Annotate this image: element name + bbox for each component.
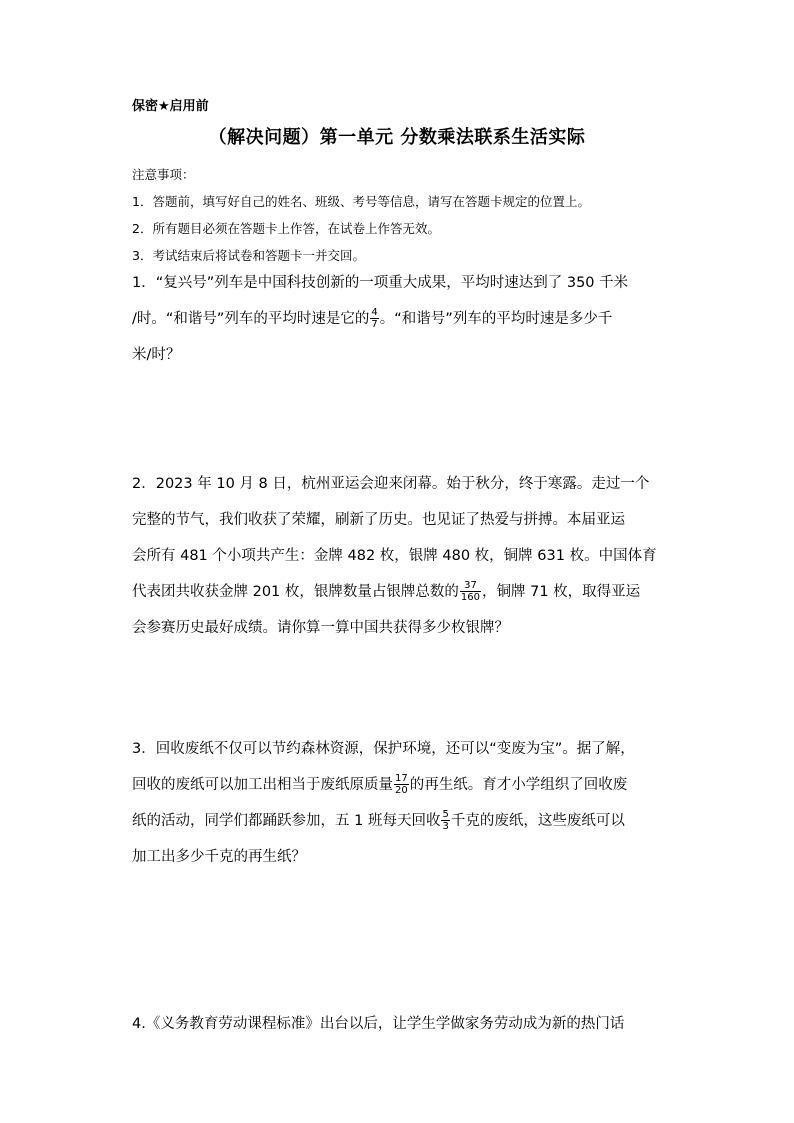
fraction <box>460 580 481 603</box>
question-2 <box>132 466 680 646</box>
question-3-text: 的再生纸。育才小学组织了回收废 <box>409 777 628 793</box>
question-3-text: 纸的活动，同学们都踊跃参加，五 1 班每天回收 <box>132 813 441 829</box>
question-3-text: 千克的废纸，这些废纸可以 <box>450 813 625 829</box>
question-3-line-1: 3．回收废纸不仅可以节约森林资源，保护环境，还可以“变废为宝”。据了解， <box>132 741 635 757</box>
fraction-numerator: 4 <box>371 306 378 318</box>
fraction <box>441 809 449 832</box>
question-1-text: /时。“和谐号”列车的平均时速是它的 <box>132 311 370 327</box>
question-2-line-4 <box>132 574 680 610</box>
fraction-numerator: 37 <box>464 579 477 591</box>
question-3-line-3 <box>132 803 680 839</box>
confidential-mark: 保密★启用前 <box>132 99 209 114</box>
question-1-line-3: 米/时？ <box>132 347 181 363</box>
question-1-line-2 <box>132 301 680 337</box>
fraction-denominator: 160 <box>460 591 480 603</box>
fraction <box>394 773 409 796</box>
notice-heading: 注意事项： <box>132 167 195 182</box>
notice-item-3: 3．考试结束后将试卷和答题卡一并交回。 <box>132 248 365 263</box>
question-3-text: 回收的废纸可以加工出相当于废纸原质量 <box>132 777 393 793</box>
fraction <box>370 307 378 330</box>
question-2-text: 代表团共收获金牌 201 枚，银牌数量占银牌总数的 <box>132 584 459 600</box>
notice-item-1: 1．答题前，填写好自己的姓名、班级、考号等信息，请写在答题卡规定的位置上。 <box>132 194 590 209</box>
question-3 <box>132 731 680 875</box>
fraction-denominator: 3 <box>442 820 449 832</box>
question-1 <box>132 265 680 373</box>
question-1-line-1: 1．“复兴号”列车是中国科技创新的一项重大成果，平均时速达到了 350 千米 <box>132 275 629 291</box>
fraction-denominator: 20 <box>395 784 408 796</box>
question-2-line-3: 会所有 481 个小项共产生：金牌 482 枚，银牌 480 枚，铜牌 631 枚。中国体育 <box>132 548 657 564</box>
question-2-line-2: 完整的节气，我们收获了荣耀，刷新了历史。也见证了热爱与拼搏。本届亚运 <box>132 512 625 528</box>
question-2-line-1: 2．2023 年 10 月 8 日，杭州亚运会迎来闭幕。始于秋分，终于寒露。走过一个 <box>132 476 650 492</box>
notice-item-2: 2．所有题目必须在答题卡上作答，在试卷上作答无效。 <box>132 221 440 236</box>
question-1-text: 。“和谐号”列车的平均时速是多少千 <box>379 311 613 327</box>
fraction-denominator: 7 <box>371 318 378 330</box>
question-4-line-1: 4.《义务教育劳动课程标准》出台以后，让学生学做家务劳动成为新的热门话 <box>132 1016 625 1032</box>
fraction-numerator: 5 <box>442 808 449 820</box>
question-2-line-5: 会参赛历史最好成绩。请你算一算中国共获得多少枚银牌？ <box>132 620 509 636</box>
question-4 <box>132 1006 680 1042</box>
question-3-line-2 <box>132 767 680 803</box>
page-title: （解决问题）第一单元 分数乘法联系生活实际 <box>208 127 586 148</box>
question-2-text: ，铜牌 71 枚，取得亚运 <box>482 584 641 600</box>
fraction-numerator: 17 <box>395 772 408 784</box>
question-3-line-4: 加工出多少千克的再生纸？ <box>132 849 306 865</box>
